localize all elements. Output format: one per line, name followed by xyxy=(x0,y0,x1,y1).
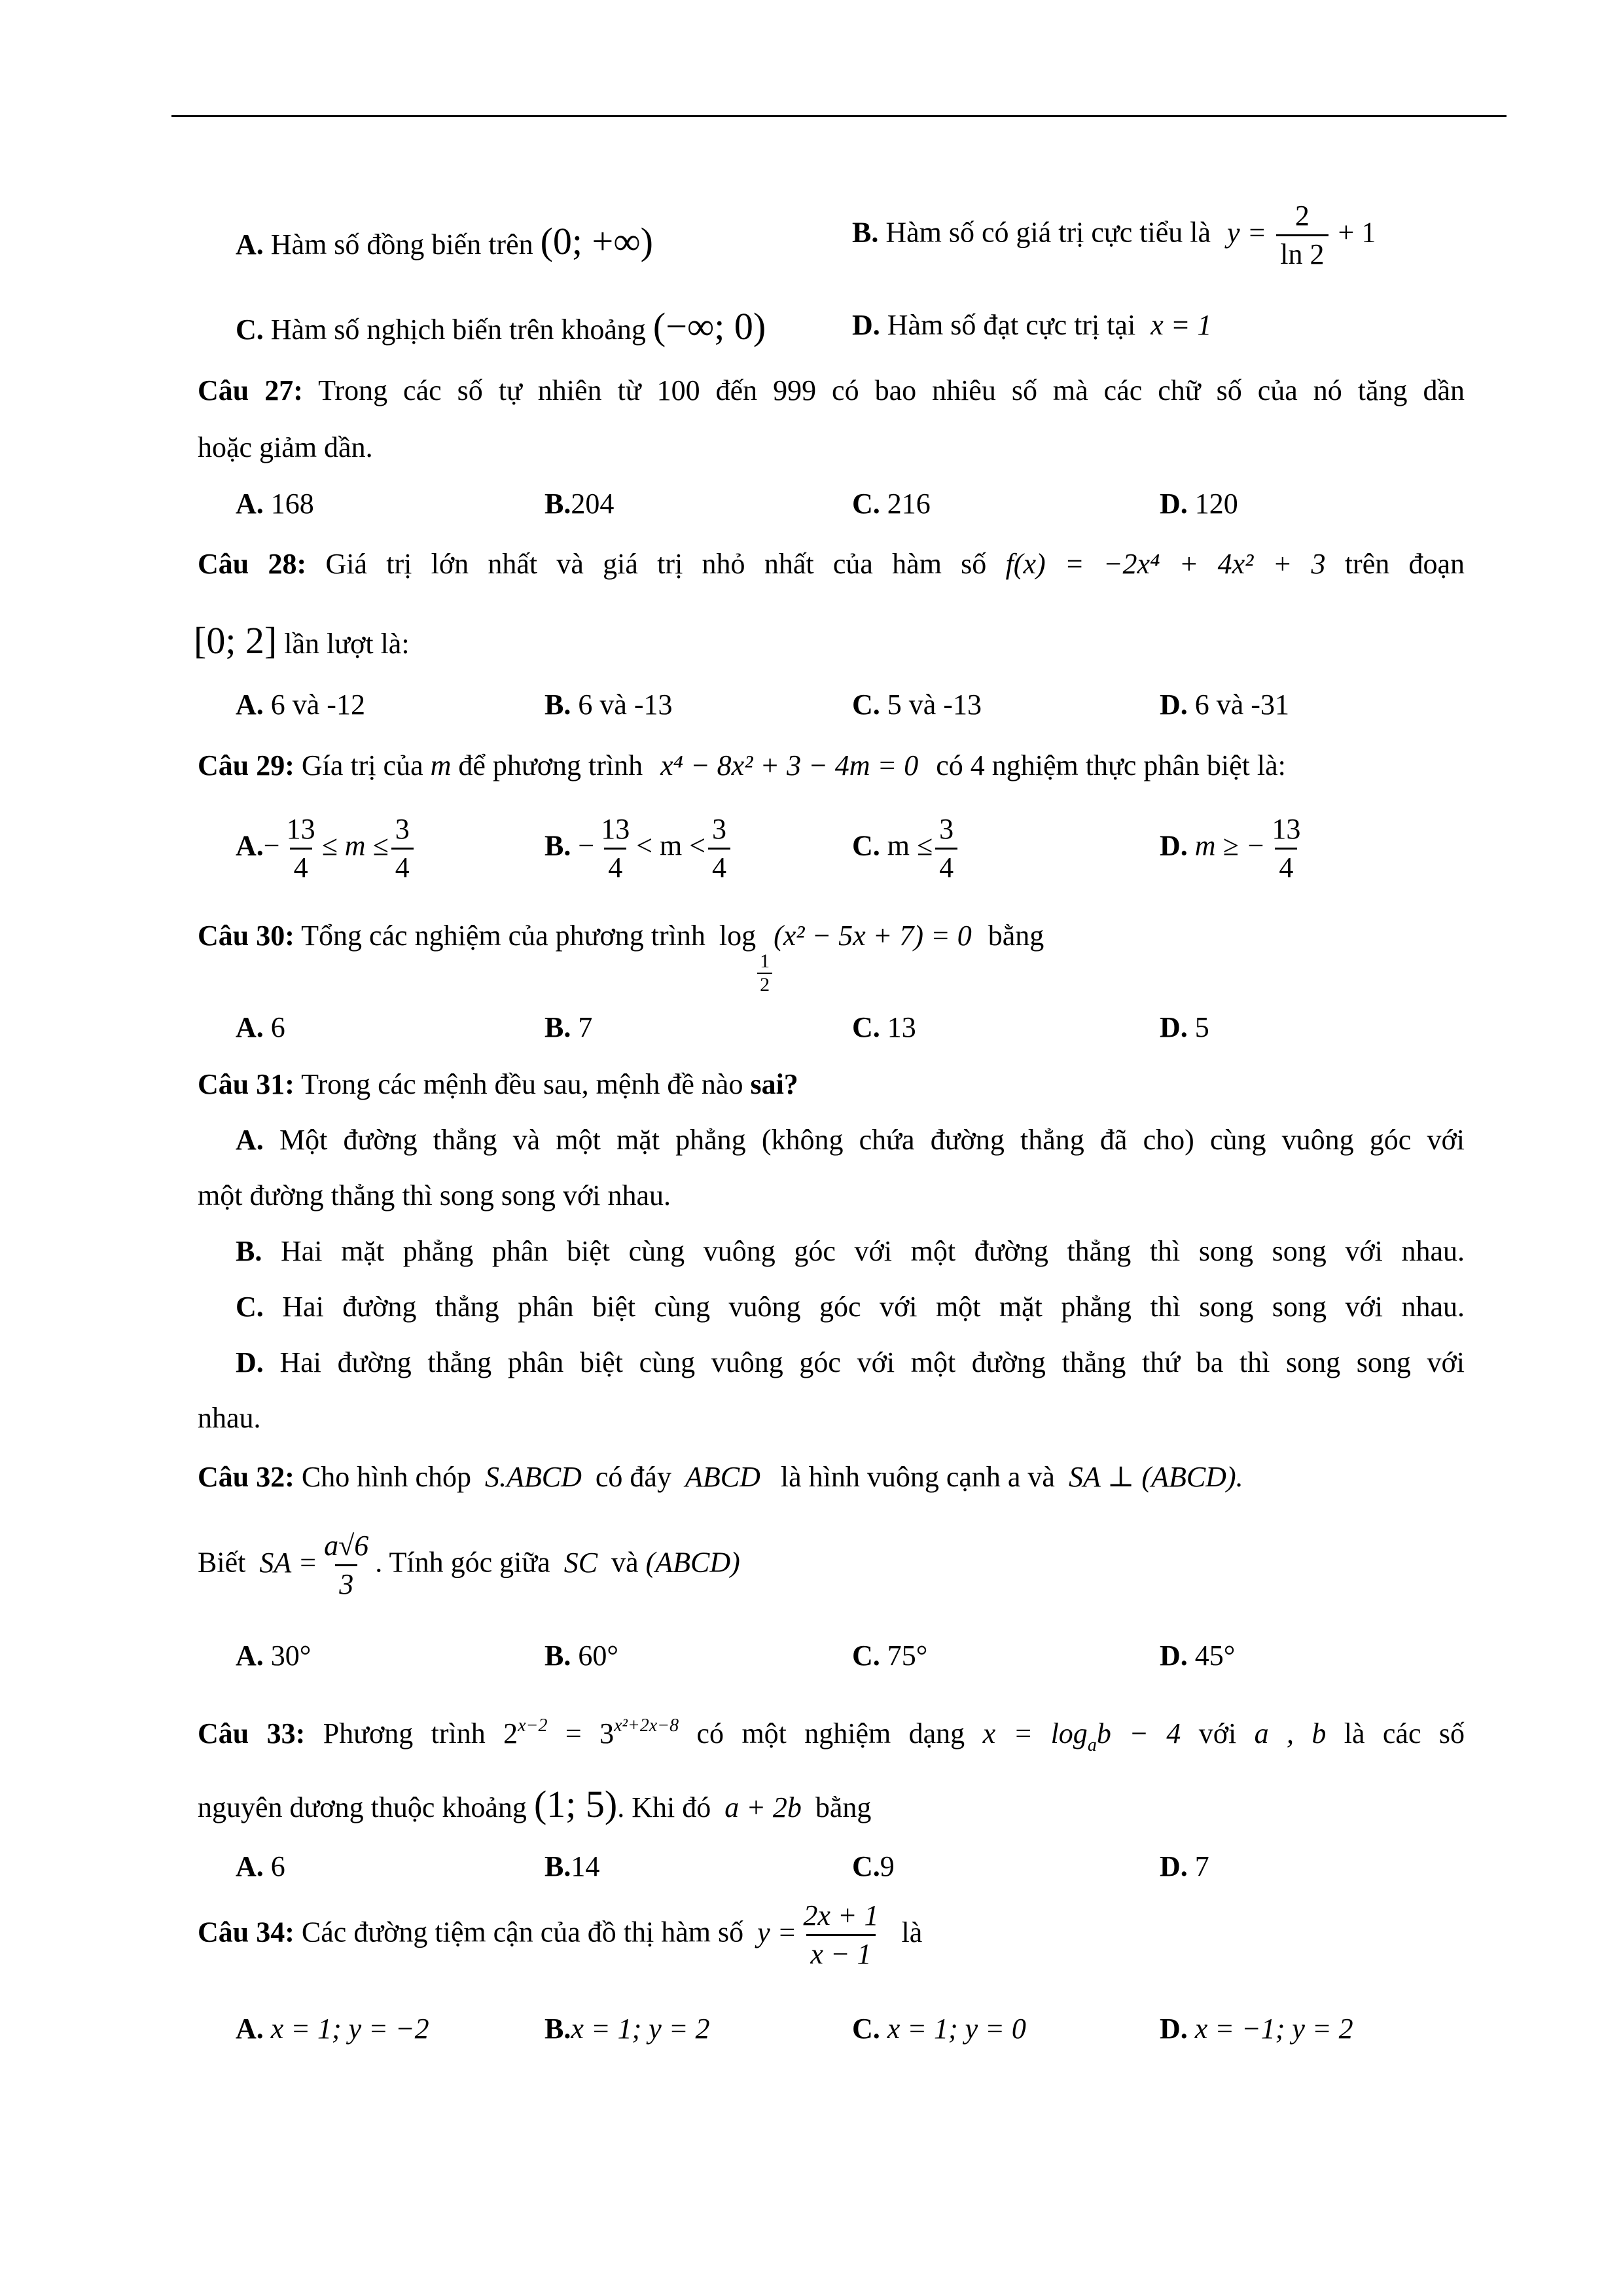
option-label: B. xyxy=(544,689,571,721)
option-label: B. xyxy=(544,829,571,862)
q28-stem-line1 xyxy=(198,550,1465,579)
option-text: Hàm số có giá trị cực tiểu là xyxy=(885,216,1211,249)
math-pyramid: S.ABCD xyxy=(485,1461,582,1493)
option-value: 14 xyxy=(571,1850,600,1882)
option-value: x = −1; y = 2 xyxy=(1194,2013,1353,2045)
question-text: và xyxy=(611,1546,639,1579)
option-value: 168 xyxy=(270,488,314,520)
question-text: . Tính góc giữa xyxy=(375,1546,550,1579)
header-rule xyxy=(171,115,1507,117)
option-label: A. xyxy=(236,1011,264,1043)
fraction-denominator: 4 xyxy=(290,848,312,882)
q27-option-c xyxy=(852,490,931,518)
question-text: trên đoạn xyxy=(1344,548,1465,580)
question-text: Các đường tiệm cận của đồ thị hàm số xyxy=(301,1916,744,1948)
question-label: Câu 32: xyxy=(198,1461,294,1493)
option-value: 216 xyxy=(887,488,931,520)
option-label: D. xyxy=(852,309,880,341)
math-interval: [0; 2] xyxy=(194,619,277,662)
q30-stem xyxy=(198,922,1044,995)
q31-option-d-line2: nhau. xyxy=(198,1402,261,1434)
option-value: 13 xyxy=(887,1011,916,1043)
option-label: B. xyxy=(544,1850,571,1882)
option-value: 30° xyxy=(270,1640,312,1672)
math-expression: x = 1 xyxy=(1150,309,1212,341)
q34-option-b xyxy=(544,2015,709,2043)
math-relation: < m < xyxy=(636,829,706,862)
question-text: Giá trị lớn nhất và giá trị nhỏ nhất của hàm số xyxy=(325,548,987,580)
option-text: Hàm số đồng biến trên xyxy=(270,228,533,260)
fraction-numerator: 3 xyxy=(395,813,410,845)
math-form xyxy=(982,1717,1181,1755)
math-base: 2 xyxy=(503,1717,518,1749)
q31-option-a-line2: một đường thẳng thì song song với nhau. xyxy=(198,1179,671,1211)
option-label: A. xyxy=(236,488,264,520)
option-label: B. xyxy=(544,1640,571,1672)
question-text: Trong các số tự nhiên từ 100 đến 999 có bao nhiêu số mà các chữ số của nó tăng dần xyxy=(318,374,1465,406)
math-fraction xyxy=(1276,202,1328,269)
q31-stem xyxy=(198,1070,798,1099)
q32-option-d xyxy=(1160,1641,1235,1670)
q33-option-d xyxy=(1160,1852,1209,1881)
math-base: ABCD xyxy=(685,1461,760,1493)
option-value: 5 và -13 xyxy=(887,689,982,721)
question-text: để phương trình xyxy=(458,749,643,781)
fraction-numerator: 1 xyxy=(760,950,770,972)
math-exponent: x²+2x−8 xyxy=(614,1715,679,1736)
math-fraction xyxy=(391,815,414,882)
math-exponent: x−2 xyxy=(518,1715,548,1736)
fraction-numerator: a√6 xyxy=(324,1530,369,1562)
question-text: Cho hình chóp xyxy=(301,1461,472,1493)
math-function: f(x) = −2x⁴ + 4x² + 3 xyxy=(1005,548,1326,580)
option-value: 60° xyxy=(578,1640,618,1672)
fraction-denominator: 4 xyxy=(935,848,957,882)
math-rhs: = 3 xyxy=(565,1717,615,1749)
question-text: nguyên dương thuộc khoảng xyxy=(198,1791,527,1823)
q27-option-a xyxy=(236,490,314,518)
option-text: Hai đường thẳng phân biệt cùng vuông góc với một mặt phẳng thì song song với nhau. xyxy=(282,1291,1465,1323)
q26-option-c xyxy=(236,305,766,348)
question-label: Câu 31: xyxy=(198,1068,294,1100)
question-text: Biết xyxy=(198,1546,246,1579)
question-text: bằng xyxy=(988,920,1044,952)
option-value: 7 xyxy=(1194,1850,1209,1882)
q34-option-d xyxy=(1160,2015,1353,2043)
math-tail: + 1 xyxy=(1338,216,1376,249)
fraction-numerator: 13 xyxy=(1272,813,1301,845)
option-label: D. xyxy=(1160,1011,1188,1043)
fraction-denominator: 4 xyxy=(391,848,414,882)
option-label: A. xyxy=(236,1640,264,1672)
math-lhs: y = xyxy=(757,1916,797,1948)
option-label: B. xyxy=(852,216,879,249)
q33-stem-line2 xyxy=(198,1785,871,1823)
option-value: 6 và -31 xyxy=(1194,689,1289,721)
q31-option-a-line1 xyxy=(236,1126,1465,1155)
question-text: Gía trị của xyxy=(301,749,423,781)
math-relation: m ≥ − xyxy=(1194,829,1266,862)
q31-option-c xyxy=(236,1293,1465,1321)
q32-option-a xyxy=(236,1641,311,1670)
q33-option-a xyxy=(236,1852,285,1881)
option-label: A. xyxy=(236,1850,264,1882)
q28-option-d xyxy=(1160,691,1289,719)
math-equation: x⁴ − 8x² + 3 − 4m = 0 xyxy=(660,749,919,781)
option-value: 6 xyxy=(270,1850,285,1882)
math-fraction xyxy=(799,1901,882,1969)
option-value: 75° xyxy=(887,1640,928,1672)
q29-option-a: A.− $\frac{13}{4}$ ≤ m ≤ $\frac{3}{4}$ xyxy=(236,815,416,882)
option-label: C. xyxy=(852,488,880,520)
math-perpendicular: SA ⊥ (ABCD). xyxy=(1068,1461,1243,1493)
option-label: C. xyxy=(236,1291,264,1323)
q32-option-c xyxy=(852,1641,927,1670)
q26-option-b xyxy=(852,202,1376,269)
q32-stem-line1 xyxy=(198,1463,1243,1492)
option-value: 6 và -12 xyxy=(270,689,365,721)
option-label: C. xyxy=(852,1850,880,1882)
q32-option-b xyxy=(544,1641,618,1670)
option-label: C. xyxy=(852,689,880,721)
option-label: B. xyxy=(544,2013,571,2045)
fraction-numerator: 13 xyxy=(601,813,630,845)
math-interval: (1; 5) xyxy=(533,1783,618,1825)
math-plane: (ABCD) xyxy=(645,1546,740,1579)
math-relation: m ≤ xyxy=(887,829,933,862)
math-variables: a , b xyxy=(1254,1717,1327,1749)
q34-option-a xyxy=(236,2015,429,2043)
option-label: B. xyxy=(544,488,571,520)
log-base-fraction xyxy=(757,952,772,995)
q34-option-c xyxy=(852,2015,1026,2043)
option-label: C. xyxy=(852,1011,880,1043)
option-label: D. xyxy=(1160,829,1188,862)
option-label: A. xyxy=(236,829,264,862)
q34-stem xyxy=(198,1901,922,1969)
emphasis-word: sai? xyxy=(750,1068,798,1100)
question-text: với xyxy=(1198,1717,1237,1749)
fraction-denominator: 4 xyxy=(708,848,730,882)
option-label: A. xyxy=(236,228,264,260)
fraction-numerator: 13 xyxy=(286,813,315,845)
question-text: . Khi đó xyxy=(617,1791,711,1823)
fraction-denominator: ln 2 xyxy=(1276,234,1328,269)
question-text: Phương trình xyxy=(323,1717,486,1749)
question-label: Câu 27: xyxy=(198,374,303,406)
option-text: Hàm số đạt cực trị tại xyxy=(887,309,1136,341)
option-value: x = 1; y = 0 xyxy=(887,2013,1026,2045)
math-tail: b − 4 xyxy=(1096,1717,1181,1749)
option-value: x = 1; y = −2 xyxy=(270,2013,429,2045)
question-text: Tổng các nghiệm của phương trình xyxy=(301,920,705,952)
math-equation xyxy=(503,1717,679,1749)
q29-option-c xyxy=(852,815,960,882)
math-log: x = log xyxy=(982,1717,1088,1749)
option-label: C. xyxy=(852,829,880,862)
question-text: có 4 nghiệm thực phân biệt là: xyxy=(936,749,1286,781)
q30-option-b xyxy=(544,1013,592,1042)
option-label: D. xyxy=(1160,689,1188,721)
q28-stem-line2 xyxy=(194,619,410,662)
option-label: C. xyxy=(852,1640,880,1672)
question-text: có đáy xyxy=(595,1461,671,1493)
q27-option-d xyxy=(1160,490,1238,518)
q28-option-c xyxy=(852,691,982,719)
option-label: D. xyxy=(1160,1640,1188,1672)
option-label: B. xyxy=(236,1235,262,1267)
question-text: là xyxy=(901,1916,923,1948)
question-text: là hình vuông cạnh a và xyxy=(780,1461,1055,1493)
fraction-numerator: 2x + 1 xyxy=(803,1899,879,1931)
q26-option-d xyxy=(852,311,1211,340)
option-label: D. xyxy=(1160,2013,1188,2045)
q29-option-d xyxy=(1160,815,1307,882)
question-text: là các số xyxy=(1344,1717,1465,1749)
option-text: Hai đường thẳng phân biệt cùng vuông góc với một đường thẳng thứ ba thì song song với xyxy=(279,1346,1465,1378)
q27-option-b xyxy=(544,490,614,518)
math-fraction xyxy=(708,815,730,882)
option-value: x = 1; y = 2 xyxy=(571,2013,710,2045)
option-value: 120 xyxy=(1194,488,1238,520)
q31-option-b xyxy=(236,1237,1465,1266)
q31-option-d-line1 xyxy=(236,1348,1465,1377)
question-text: bằng xyxy=(815,1791,872,1823)
math-fraction xyxy=(283,815,319,882)
option-text: Hàm số nghịch biến trên khoảng xyxy=(270,314,646,346)
fraction-denominator: 3 xyxy=(335,1564,357,1599)
q28-option-a xyxy=(236,691,365,719)
math-log-base: a xyxy=(1087,1735,1097,1755)
math-fraction xyxy=(935,815,957,882)
option-label: D. xyxy=(236,1346,264,1378)
q30-option-a xyxy=(236,1013,285,1042)
math-fraction xyxy=(320,1532,372,1599)
fraction-numerator: 2 xyxy=(1294,200,1310,232)
q26-option-a xyxy=(236,220,653,262)
option-label: B. xyxy=(544,1011,571,1043)
question-label: Câu 29: xyxy=(198,749,294,781)
math-line: SC xyxy=(563,1546,598,1579)
math-interval: (−∞; 0) xyxy=(652,305,766,348)
question-text: Trong các mệnh đều sau, mệnh đề nào xyxy=(301,1068,743,1100)
fraction-numerator: 3 xyxy=(939,813,954,845)
option-value: 7 xyxy=(578,1011,593,1043)
math-relation: ≤ m ≤ xyxy=(321,829,389,862)
math-variable: m xyxy=(430,749,452,781)
option-value: 6 xyxy=(270,1011,285,1043)
option-value: 5 xyxy=(1194,1011,1209,1043)
option-label: A. xyxy=(236,1124,264,1156)
q27-stem-line2: hoặc giảm dần. xyxy=(198,431,373,463)
fraction-numerator: 3 xyxy=(712,813,727,845)
option-value: 9 xyxy=(880,1850,895,1882)
q33-option-b xyxy=(544,1852,599,1881)
q30-option-d xyxy=(1160,1013,1209,1042)
math-argument: (x² − 5x + 7) = 0 xyxy=(774,920,972,952)
option-value: 45° xyxy=(1194,1640,1236,1672)
question-text: lần lượt là: xyxy=(284,628,410,660)
q28-option-b xyxy=(544,691,673,719)
option-value: 6 và -13 xyxy=(578,689,673,721)
math-log: log xyxy=(719,920,757,952)
question-label: Câu 30: xyxy=(198,920,294,952)
question-label: Câu 34: xyxy=(198,1916,294,1948)
option-label: A. xyxy=(236,689,264,721)
option-label: D. xyxy=(1160,488,1188,520)
math-fraction xyxy=(1268,815,1304,882)
math-lhs: y = xyxy=(1227,216,1267,249)
math-interval: (0; +∞) xyxy=(540,220,653,262)
fraction-denominator: x − 1 xyxy=(806,1934,875,1969)
fraction-denominator: 2 xyxy=(757,973,772,995)
q32-stem-line2 xyxy=(198,1532,740,1599)
option-text: Hai mặt phẳng phân biệt cùng vuông góc với một đường thẳng thì song song với nhau. xyxy=(280,1235,1465,1267)
option-value: 204 xyxy=(571,488,615,520)
math-lhs: SA = xyxy=(259,1546,318,1579)
q33-stem-line1 xyxy=(198,1717,1465,1755)
option-label: D. xyxy=(1160,1850,1188,1882)
q27-stem-line1 xyxy=(198,376,1465,405)
option-label: C. xyxy=(236,314,264,346)
fraction-denominator: 4 xyxy=(604,848,626,882)
question-label: Câu 28: xyxy=(198,548,307,580)
question-text: có một nghiệm dạng xyxy=(696,1717,965,1749)
option-label: C. xyxy=(852,2013,880,2045)
q33-option-c xyxy=(852,1852,895,1881)
q30-option-c xyxy=(852,1013,916,1042)
fraction-denominator: 4 xyxy=(1275,848,1297,882)
math-fraction xyxy=(597,815,633,882)
q29-option-b: B. − $\frac{13}{4}$ < m < $\frac{3}{4}$ xyxy=(544,815,733,882)
q29-stem xyxy=(198,751,1286,780)
math-expression: a + 2b xyxy=(724,1791,802,1823)
option-label: A. xyxy=(236,2013,264,2045)
option-text: Một đường thẳng và một mặt phẳng (không chứa đường thẳng đã cho) cùng vuông góc với xyxy=(279,1124,1465,1156)
question-label: Câu 33: xyxy=(198,1717,306,1749)
